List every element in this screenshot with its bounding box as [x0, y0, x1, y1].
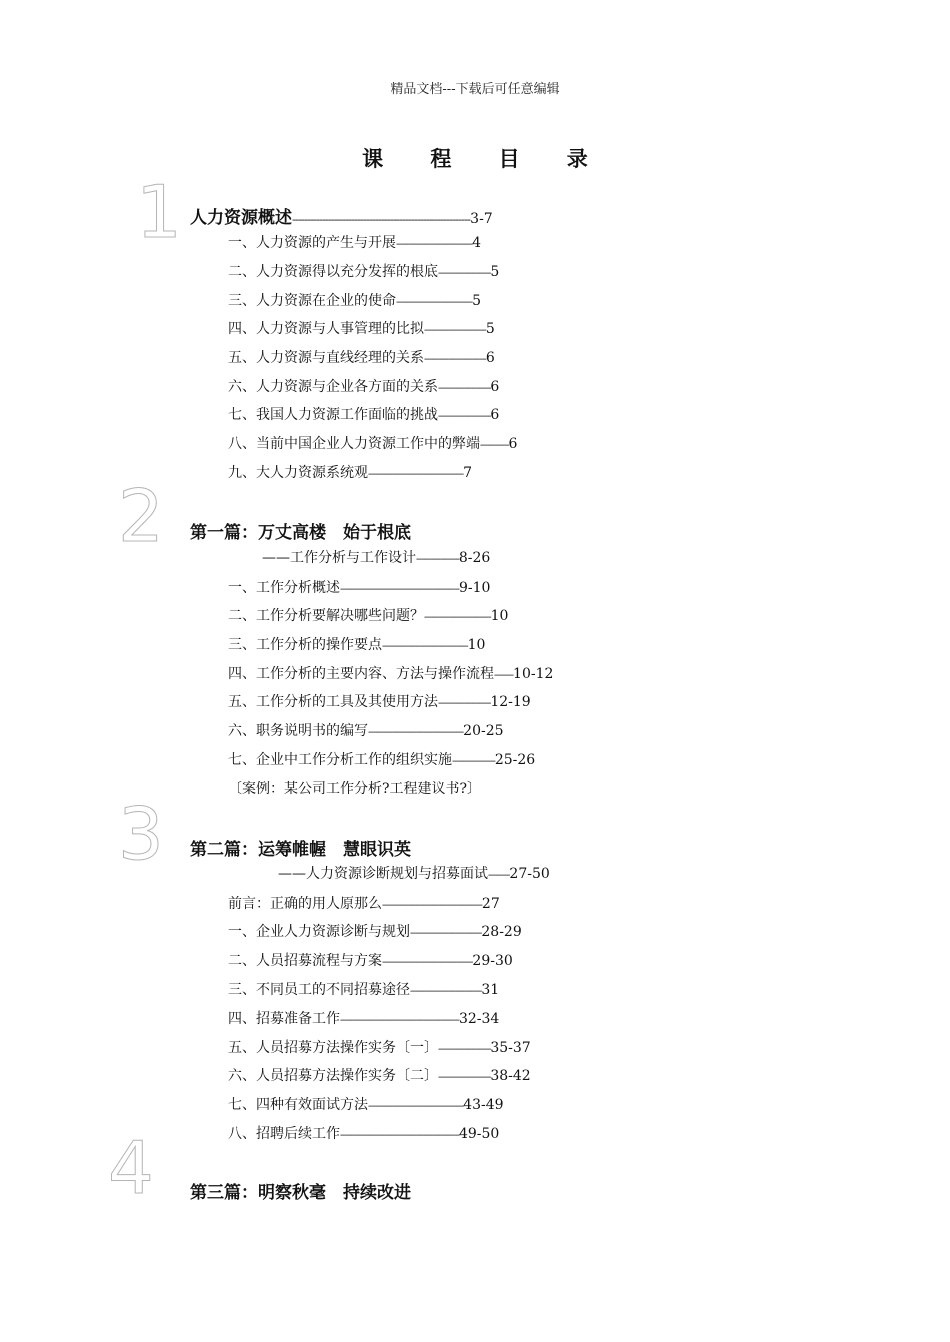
section-heading-2: 第一篇：万丈高楼 始于根底	[190, 523, 411, 543]
entry-text: 二、人力资源得以充分发挥的根底	[228, 264, 438, 280]
entry-text: 四、人力资源与人事管理的比拟	[228, 321, 424, 337]
entry-pages: 5	[472, 293, 482, 309]
entry-text: 七、企业中工作分析工作的组织实施	[228, 752, 452, 768]
leader-dots: ----------------------	[438, 1072, 491, 1083]
toc-entry	[228, 232, 481, 252]
leader-dots: ------------------	[452, 756, 495, 767]
entry-text: 七、四种有效面试方法	[228, 1097, 368, 1113]
section-number-4: 4	[108, 1126, 154, 1210]
toc-entry	[228, 749, 535, 769]
entry-text: 一、企业人力资源诊断与规划	[228, 924, 410, 940]
toc-entry	[228, 318, 495, 338]
entry-pages: 6	[508, 436, 518, 452]
toc-entry	[228, 1037, 531, 1057]
entry-text: 六、职务说明书的编写	[228, 723, 368, 739]
leader-dots: ------------------------------	[410, 928, 482, 939]
entry-pages: 7	[463, 465, 473, 481]
leader-dots: --------------------------------	[396, 297, 473, 308]
entry-text: 九、大人力资源系统观	[228, 465, 368, 481]
entry-text: 七、我国人力资源工作面临的挑战	[228, 407, 438, 423]
section-heading-text: 人力资源概述	[190, 208, 292, 228]
subtitle-pages: 8-26	[458, 550, 491, 566]
leader-dots: --------------------------------------------------	[340, 1015, 459, 1026]
toc-entry	[228, 663, 553, 683]
section-heading-3: 第二篇：运筹帷幄 慧眼识英	[190, 840, 411, 860]
toc-entry	[228, 433, 517, 453]
leader-dots: ------------------------------------------------------------	[292, 213, 471, 226]
leader-dots: --------	[494, 670, 514, 681]
leader-dots: ------------------------------	[410, 986, 482, 997]
entry-pages: 27	[481, 896, 500, 912]
entry-text: 三、工作分析的操作要点	[228, 637, 382, 653]
toc-entry	[228, 1123, 499, 1143]
entry-text: 二、工作分析要解决哪些问题？	[228, 608, 424, 624]
entry-pages: 6	[490, 407, 500, 423]
page-header: 精品文档---下载后可任意编辑	[390, 82, 560, 97]
leader-dots: ------------------------------------------	[382, 900, 482, 911]
toc-entry	[228, 605, 508, 625]
entry-text: 五、人员招募方法操作实务〔一〕	[228, 1040, 438, 1056]
leader-dots: ------------------	[416, 554, 459, 565]
section-subtitle	[262, 547, 490, 567]
subtitle-text: ——工作分析与工作设计	[262, 550, 416, 566]
toc-entry	[228, 921, 522, 941]
entry-pages: 9-10	[458, 580, 491, 596]
toc-entry	[228, 1065, 531, 1085]
entry-pages: 29-30	[472, 953, 513, 969]
entry-text: 六、人员招募方法操作实务〔二〕	[228, 1068, 438, 1084]
entry-text: 四、招募准备工作	[228, 1011, 340, 1027]
page-title: 课 程 目 录	[362, 147, 608, 171]
toc-entry	[228, 376, 499, 396]
toc-entry	[228, 691, 531, 711]
entry-pages: 5	[485, 321, 495, 337]
entry-pages: 38-42	[490, 1068, 531, 1084]
entry-text: 八、招聘后续工作	[228, 1126, 340, 1142]
section-number-2: 2	[118, 474, 164, 558]
leader-dots: --------------------------	[424, 354, 486, 365]
entry-pages: 31	[481, 982, 500, 998]
leader-dots: --------------------------	[424, 325, 486, 336]
entry-pages: 10	[490, 608, 509, 624]
section-heading-1	[190, 203, 493, 228]
leader-dots: --------------------------------------------------	[340, 1130, 459, 1141]
entry-pages: 6	[490, 379, 500, 395]
toc-entry	[228, 462, 472, 482]
leader-dots: ------------------------------------	[382, 641, 468, 652]
toc-entry	[228, 347, 495, 367]
entry-pages: 28-29	[481, 924, 522, 940]
leader-dots: ----------------------------------------	[368, 1101, 464, 1112]
toc-entry	[228, 893, 500, 913]
page-range: 3-7	[470, 211, 493, 227]
leader-dots: --------------------------------------	[382, 957, 473, 968]
leader-dots: ----------------------------------------	[368, 469, 464, 480]
leader-dots: --------------------------------------------------	[340, 584, 459, 595]
entry-text: 六、人力资源与企业各方面的关系	[228, 379, 438, 395]
toc-entry	[228, 979, 499, 999]
section-number-1: 1	[136, 170, 182, 254]
leader-dots: ---------	[488, 870, 510, 881]
entry-text: 八、当前中国企业人力资源工作中的弊端	[228, 436, 480, 452]
leader-dots: ----------------------	[438, 383, 491, 394]
leader-dots: ----------------------	[438, 1044, 491, 1055]
case-note: 〔案例：某公司工作分析?工程建议书?〕	[228, 781, 482, 797]
entry-pages: 6	[485, 350, 495, 366]
entry-pages: 35-37	[490, 1040, 531, 1056]
toc-entry	[228, 950, 513, 970]
entry-text: 一、人力资源的产生与开展	[228, 235, 396, 251]
entry-pages: 4	[472, 235, 482, 251]
entry-text: 二、人员招募流程与方案	[228, 953, 382, 969]
leader-dots: ----------------------	[438, 411, 491, 422]
entry-text: 四、工作分析的主要内容、方法与操作流程	[228, 666, 494, 682]
leader-dots: ----------------------------	[424, 612, 491, 623]
toc-entry	[228, 577, 490, 597]
leader-dots: ------------	[480, 440, 509, 451]
entry-text: 五、人力资源与直线经理的关系	[228, 350, 424, 366]
entry-pages: 10-12	[513, 666, 554, 682]
entry-text: 三、人力资源在企业的使命	[228, 293, 396, 309]
entry-text: 五、工作分析的工具及其使用方法	[228, 694, 438, 710]
entry-text: 三、不同员工的不同招募途径	[228, 982, 410, 998]
entry-pages: 49-50	[458, 1126, 500, 1142]
leader-dots: ----------------------------------------	[368, 727, 464, 738]
entry-text: 前言：正确的用人原那么	[228, 896, 382, 912]
entry-pages: 43-49	[463, 1097, 504, 1113]
subtitle-pages: 27-50	[509, 866, 550, 882]
toc-entry	[228, 290, 481, 310]
entry-pages: 10	[467, 637, 486, 653]
entry-pages: 25-26	[494, 752, 536, 768]
subtitle-text: ——人力资源诊断规划与招募面试	[278, 866, 488, 882]
toc-entry	[228, 634, 485, 654]
leader-dots: ----------------------	[438, 268, 491, 279]
leader-dots: --------------------------------	[396, 239, 473, 250]
entry-pages: 12-19	[490, 694, 531, 710]
entry-pages: 5	[490, 264, 500, 280]
toc-entry	[228, 1008, 499, 1028]
section-subtitle	[278, 863, 550, 883]
entry-text: 一、工作分析概述	[228, 580, 340, 596]
section-heading-4: 第三篇：明察秋毫 持续改进	[190, 1183, 411, 1203]
toc-entry	[228, 720, 504, 740]
toc-entry	[228, 261, 499, 281]
section-number-3: 3	[118, 792, 164, 876]
entry-pages: 32-34	[458, 1011, 500, 1027]
leader-dots: ----------------------	[438, 698, 491, 709]
entry-pages: 20-25	[463, 723, 504, 739]
toc-entry	[228, 404, 499, 424]
toc-entry	[228, 1094, 504, 1114]
